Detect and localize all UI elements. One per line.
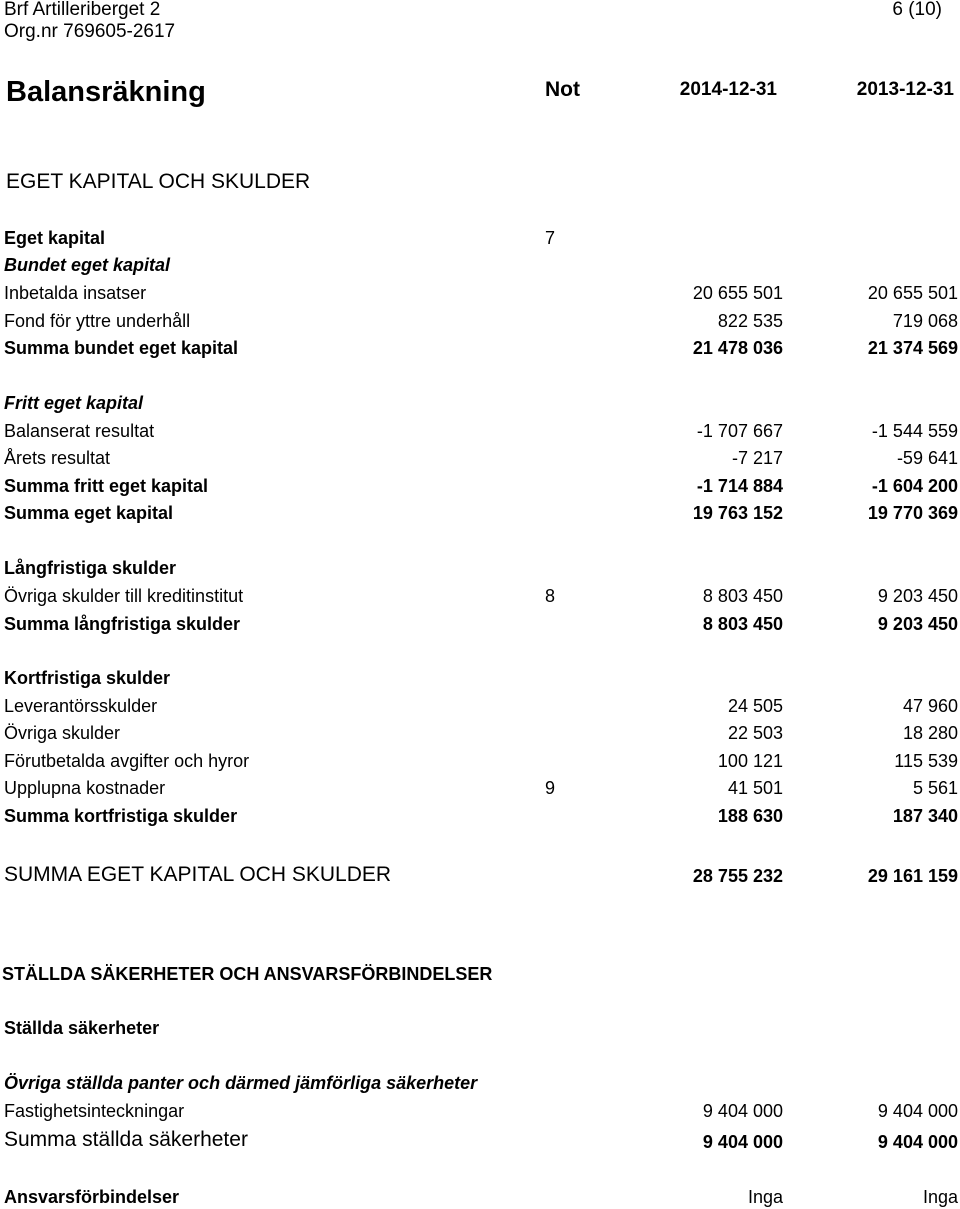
row-value-2014: -7 217 [731, 448, 783, 468]
row-label: Fritt eget kapital [4, 393, 144, 413]
row-value-2013: 47 960 [902, 696, 958, 716]
pledges-heading: STÄLLDA SÄKERHETER OCH ANSVARSFÖRBINDELSER [2, 964, 493, 984]
row-value-2013: 5 561 [912, 778, 958, 798]
row-value-2013: -1 544 559 [871, 421, 958, 441]
row-value-2014: 21 478 036 [692, 338, 783, 358]
row-value-2013: 19 770 369 [867, 503, 958, 523]
table-row [0, 393, 960, 415]
row-label: Summa fritt eget kapital [4, 476, 209, 496]
table-row [0, 723, 960, 745]
table-row [0, 614, 960, 636]
row-label: Övriga ställda panter och därmed jämförliga säkerheter [4, 1073, 478, 1093]
row-value-2014: 8 803 450 [702, 614, 783, 634]
row-value-2014: 41 501 [727, 778, 783, 798]
table-row [0, 255, 960, 277]
column-year-2014: 2014-12-31 [679, 79, 777, 100]
row-value-2013: -59 641 [896, 448, 958, 468]
row-note: 7 [545, 228, 556, 248]
row-label: Inbetalda insatser [4, 283, 147, 303]
table-row [0, 1018, 960, 1040]
row-label: Kortfristiga skulder [4, 668, 171, 688]
table-row [0, 696, 960, 718]
row-value-2013: 9 203 450 [877, 614, 958, 634]
row-label: Eget kapital [4, 228, 106, 248]
row-label: Förutbetalda avgifter och hyror [4, 751, 250, 771]
row-label: Övriga skulder till kreditinstitut [4, 586, 244, 606]
org-name: Brf Artilleriberget 2 [4, 0, 161, 20]
row-label: Fastighetsinteckningar [4, 1101, 185, 1121]
table-row [0, 1101, 960, 1123]
row-value-2013: 719 068 [892, 311, 958, 331]
page-number: 6 (10) [892, 0, 942, 20]
row-label: Summa eget kapital [4, 503, 174, 523]
column-year-2013: 2013-12-31 [856, 79, 954, 100]
row-value-2013: Inga [922, 1187, 958, 1207]
row-value-2014: 20 655 501 [692, 283, 783, 303]
table-row [0, 1073, 960, 1095]
table-row [0, 778, 960, 800]
row-label: Övriga skulder [4, 723, 121, 743]
row-value-2013: 21 374 569 [867, 338, 958, 358]
row-label: Ställda säkerheter [4, 1018, 160, 1038]
row-value-2013: 187 340 [892, 806, 958, 826]
table-row [0, 476, 960, 498]
org-number: Org.nr 769605-2617 [4, 21, 176, 42]
row-label: Fond för yttre underhåll [4, 311, 191, 331]
row-value-2014: 9 404 000 [702, 1132, 783, 1152]
table-row [0, 1187, 960, 1209]
table-row [0, 448, 960, 470]
column-note: Not [545, 78, 580, 101]
row-value-2014: 8 803 450 [702, 586, 783, 606]
table-row [0, 228, 960, 250]
row-value-2013: 20 655 501 [867, 283, 958, 303]
row-value-2014: 822 535 [717, 311, 783, 331]
page-title: Balansräkning [6, 76, 206, 108]
row-value-2013: 29 161 159 [867, 866, 958, 886]
row-value-2014: 100 121 [717, 751, 783, 771]
row-note: 9 [545, 778, 556, 798]
table-row [0, 1128, 960, 1154]
table-row [0, 751, 960, 773]
grand-total-row [0, 863, 960, 888]
row-label: Leverantörsskulder [4, 696, 158, 716]
table-row [0, 558, 960, 580]
row-label: Summa bundet eget kapital [4, 338, 239, 358]
row-value-2014: 24 505 [727, 696, 783, 716]
table-row [0, 421, 960, 443]
row-label: Summa kortfristiga skulder [4, 806, 238, 826]
table-row [0, 338, 960, 360]
row-value-2013: -1 604 200 [871, 476, 958, 496]
row-value-2013: 9 404 000 [877, 1132, 958, 1152]
table-row [0, 283, 960, 305]
row-note: 8 [545, 586, 556, 606]
row-label: SUMMA EGET KAPITAL OCH SKULDER [4, 863, 392, 886]
row-label: Summa ställda säkerheter [4, 1128, 248, 1151]
row-value-2014: 28 755 232 [692, 866, 783, 886]
row-value-2014: -1 707 667 [696, 421, 783, 441]
table-row [0, 668, 960, 690]
row-label: Upplupna kostnader [4, 778, 166, 798]
row-label: Bundet eget kapital [4, 255, 171, 275]
table-row [0, 311, 960, 333]
row-value-2013: 115 539 [894, 751, 958, 771]
row-value-2013: 9 404 000 [877, 1101, 958, 1121]
row-value-2013: 9 203 450 [877, 586, 958, 606]
row-label: Balanserat resultat [4, 421, 155, 441]
table-row [0, 503, 960, 525]
row-value-2014: 22 503 [727, 723, 783, 743]
row-value-2014: Inga [747, 1187, 783, 1207]
row-label: Långfristiga skulder [4, 558, 177, 578]
table-row [0, 586, 960, 608]
row-label: Summa långfristiga skulder [4, 614, 241, 634]
section-heading: EGET KAPITAL OCH SKULDER [6, 170, 311, 193]
row-value-2014: 19 763 152 [692, 503, 783, 523]
row-label: Årets resultat [4, 448, 111, 468]
row-value-2014: 9 404 000 [702, 1101, 783, 1121]
row-value-2013: 18 280 [902, 723, 958, 743]
row-label: Ansvarsförbindelser [4, 1187, 180, 1207]
row-value-2014: 188 630 [717, 806, 783, 826]
row-value-2014: -1 714 884 [696, 476, 783, 496]
table-row [0, 806, 960, 828]
